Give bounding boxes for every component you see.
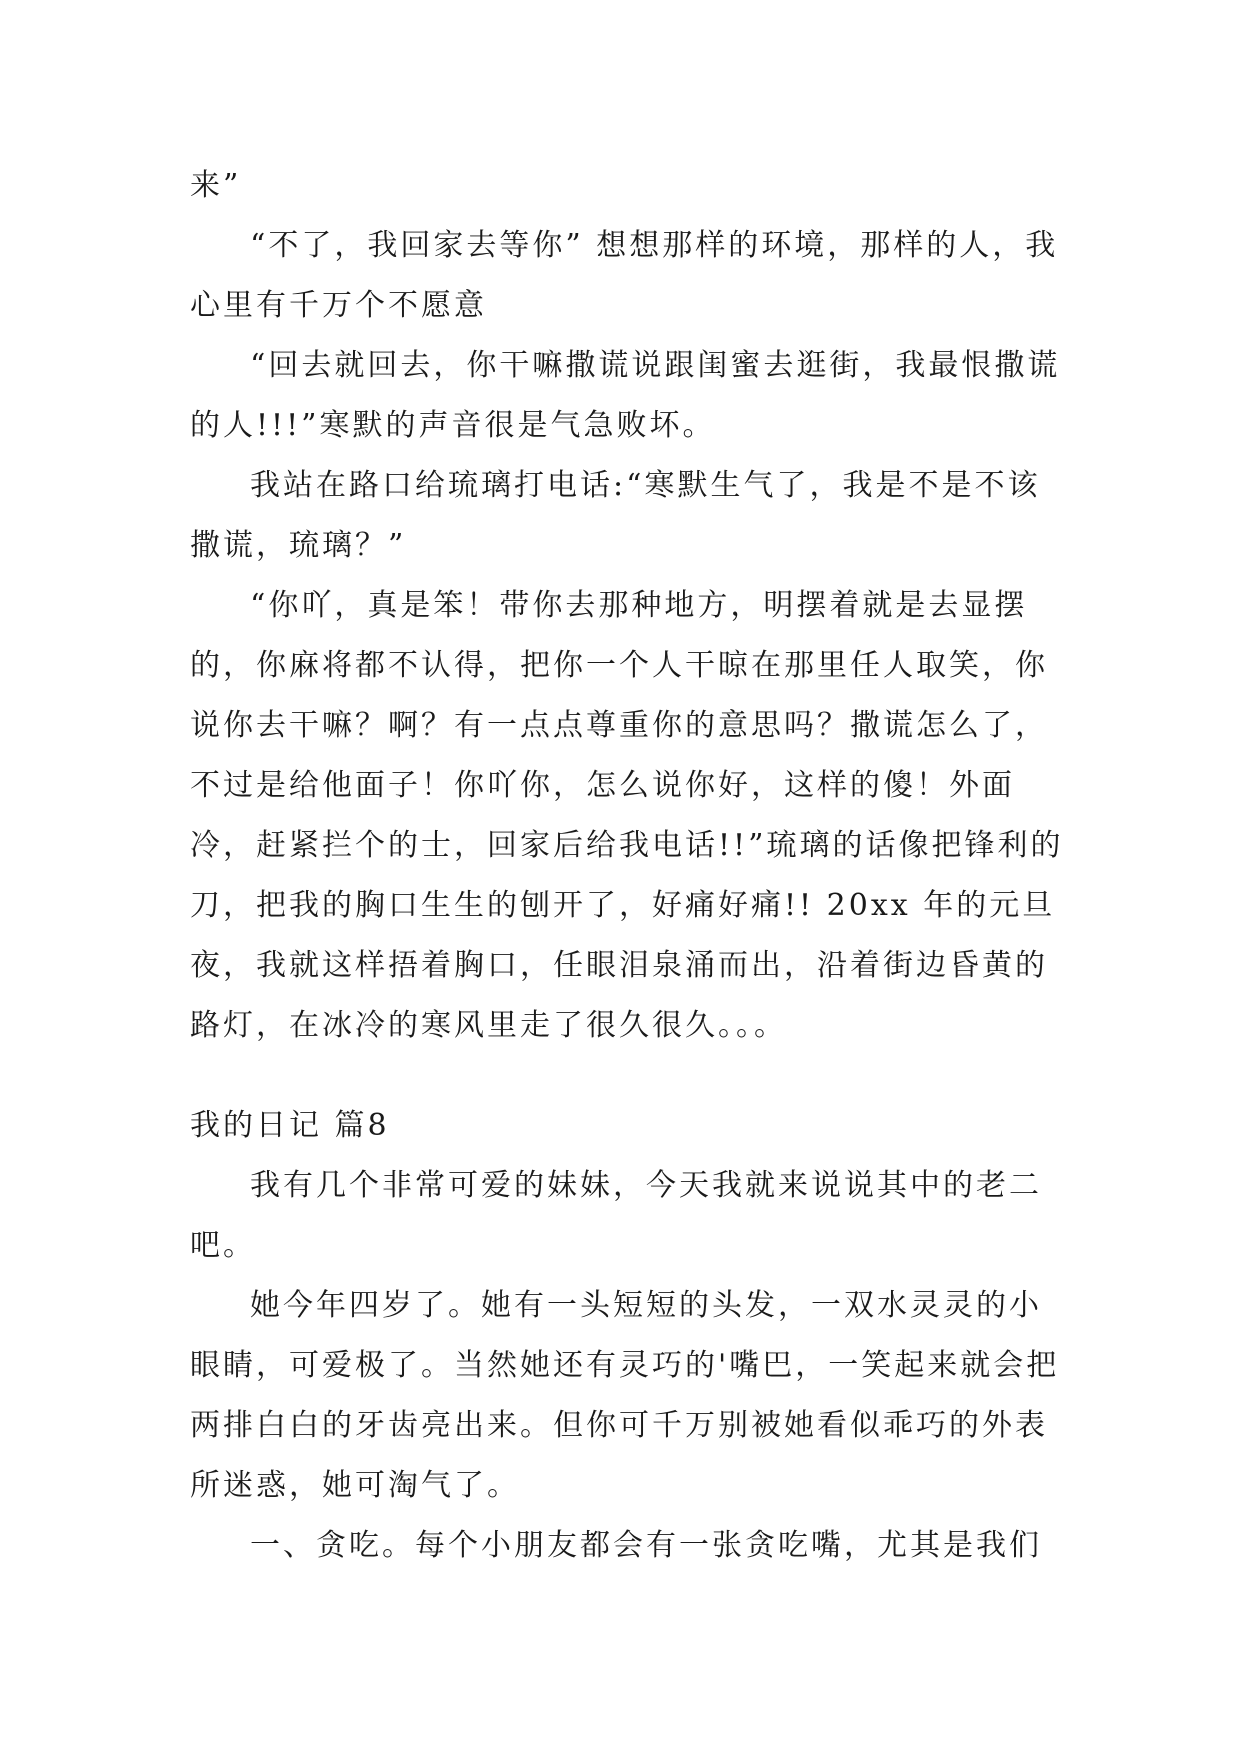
paragraph: “回去就回去，你干嘛撒谎说跟闺蜜去逛街，我最恨撒谎的人!!!”寒默的声音很是气急败坏。	[190, 348, 1061, 443]
paragraph: “不了，我回家去等你” 想想那样的环境，那样的人，我心里有千万个不愿意	[190, 228, 1059, 323]
paragraph: 我有几个非常可爱的妹妹，今天我就来说说其中的老二吧。	[190, 1168, 1042, 1263]
text-section-b	[190, 1156, 1070, 1576]
paragraph: 她今年四岁了。她有一头短短的头发，一双水灵灵的小眼睛，可爱极了。当然她还有灵巧的'嘴巴，一笑起来就会把两排白白的牙齿亮出来。但你可千万别被她看似乖巧的外表所迷惑，她可淘气了。	[190, 1288, 1060, 1503]
paragraph: “你吖，真是笨！带你去那种地方，明摆着就是去显摆的，你麻将都不认得，把你一个人干晾在那里任人取笑，你说你去干嘛？啊？有一点点尊重你的意思吗？撒谎怎么了，不过是给他面子！你吖你，怎么说你好，这样的傻！外面冷，赶紧拦个的士，回家后给我电话!!”琉璃的话像把锋利的刀，把我的胸口生生的刨开了，好痛好痛!! 20xx 年的元旦夜，我就这样捂着胸口，任眼泪泉涌而出，沿着街边昏黄的路灯，在冰冷的寒风里走了很久很久。。。	[190, 588, 1064, 1043]
section-heading: 我的日记 篇8	[190, 1108, 390, 1143]
paragraph: 来”	[190, 168, 242, 203]
paragraph: 我站在路口给琉璃打电话:“寒默生气了，我是不是不该撒谎，琉璃？”	[190, 468, 1041, 563]
paragraph: 一、贪吃。每个小朋友都会有一张贪吃嘴，尤其是我们	[250, 1528, 1042, 1563]
text-section-a	[190, 156, 1070, 1056]
